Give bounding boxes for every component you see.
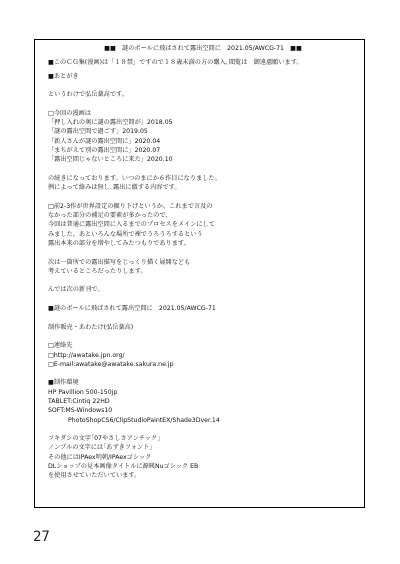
manga-list-item: 「新人さんが謎の露出空間に」2020.04 — [48, 137, 161, 145]
font-credit-line: その他にはIPAex明朝/IPAexゴシック — [48, 453, 152, 461]
continuation-line: 例によって絡みは無し､露出に徹する内容です。 — [48, 184, 181, 192]
afterword-heading: ■あとがき — [48, 72, 79, 80]
intro-line: というわけで弘岳薬高です。 — [48, 91, 128, 99]
paragraph-line: 今回は普通に露出空間に入るまでのプロセスをメインにして — [48, 221, 215, 229]
paragraph-line: □前2-3作が世界設定の掘り下げというか、これまで言及の — [48, 202, 213, 210]
environment-software-line: PhotoShopCS6/ClipStudioPaintEX/Shade3Dver.14 — [68, 416, 220, 424]
contact-heading: □連絡先 — [48, 342, 73, 350]
next-plan-line: 次は一箇所での露出描写をじっくり描く展開なども — [48, 258, 191, 266]
contact-url-link[interactable]: □http://awatake.jpn.org/ — [48, 351, 125, 359]
page-number: 27 — [33, 529, 50, 545]
title-line: ■謎のボールに飛ばされて露出空間に 2021.05/AWCG-71 — [48, 305, 216, 313]
font-credit-line: DLショップの見本画像タイトルに源暎Nuゴシック EB — [48, 463, 199, 471]
manga-list-item: 「押し入れの奥に謎の露出空間が」2018.05 — [48, 119, 173, 127]
closing-line: んでは次の新刊で。 — [48, 286, 104, 294]
paragraph-line: みました。あといろんな場所で裸でうろうろするという — [48, 230, 203, 238]
manga-list-item: 「露出空間じゃないところに来た」2020.10 — [48, 156, 173, 164]
environment-line: SOFT:MS-Windows10 — [48, 407, 113, 415]
age-notice: ■このＣＧ集(漫画)は「１８禁」ですので１８歳未満の方の購入､閲覧は 御遠慮願います。 — [48, 58, 303, 66]
manga-list-item: 「まちがえて別の露出空間に」2020.07 — [48, 146, 161, 154]
manga-heading: □今回の漫画は — [48, 109, 91, 117]
font-credit-line: ノンブルの文字には｢あずきフォント｣ — [48, 444, 153, 452]
environment-line: HP Pavillion 500-150jp — [48, 388, 118, 396]
environment-heading: ■制作環境 — [48, 379, 79, 387]
font-credit-line: フキダシの文字｢07やさしさアンチック｣ — [48, 435, 161, 443]
paragraph-line: 露出本来の部分を増やしてみたつもりであります。 — [48, 239, 190, 247]
paragraph-line: なかった部分の補足の要素が多かったので、 — [48, 212, 172, 220]
header-line: ■■ 謎のボールに飛ばされて露出空間に 2021.05/AWCG-71 ■■ — [104, 45, 302, 52]
continuation-line: の続きになっております。いつのまにか６作目になりました。 — [48, 174, 221, 182]
font-credit-line: を使用させていただいています。 — [48, 472, 141, 480]
afterword-text-block — [48, 44, 358, 481]
contact-email-link[interactable]: □E-mail:awatake@awatake.sakura.ne.jp — [48, 360, 174, 368]
next-plan-line: 考えているところだったりします。 — [48, 267, 147, 275]
environment-line: TABLET:Cintiq 22HD — [48, 397, 110, 405]
manga-list-item: 「謎の露出空間で過ごす」2019.05 — [48, 128, 148, 136]
production-credit: 制作販売・あわたけ(弘岳薬高) — [48, 323, 134, 331]
